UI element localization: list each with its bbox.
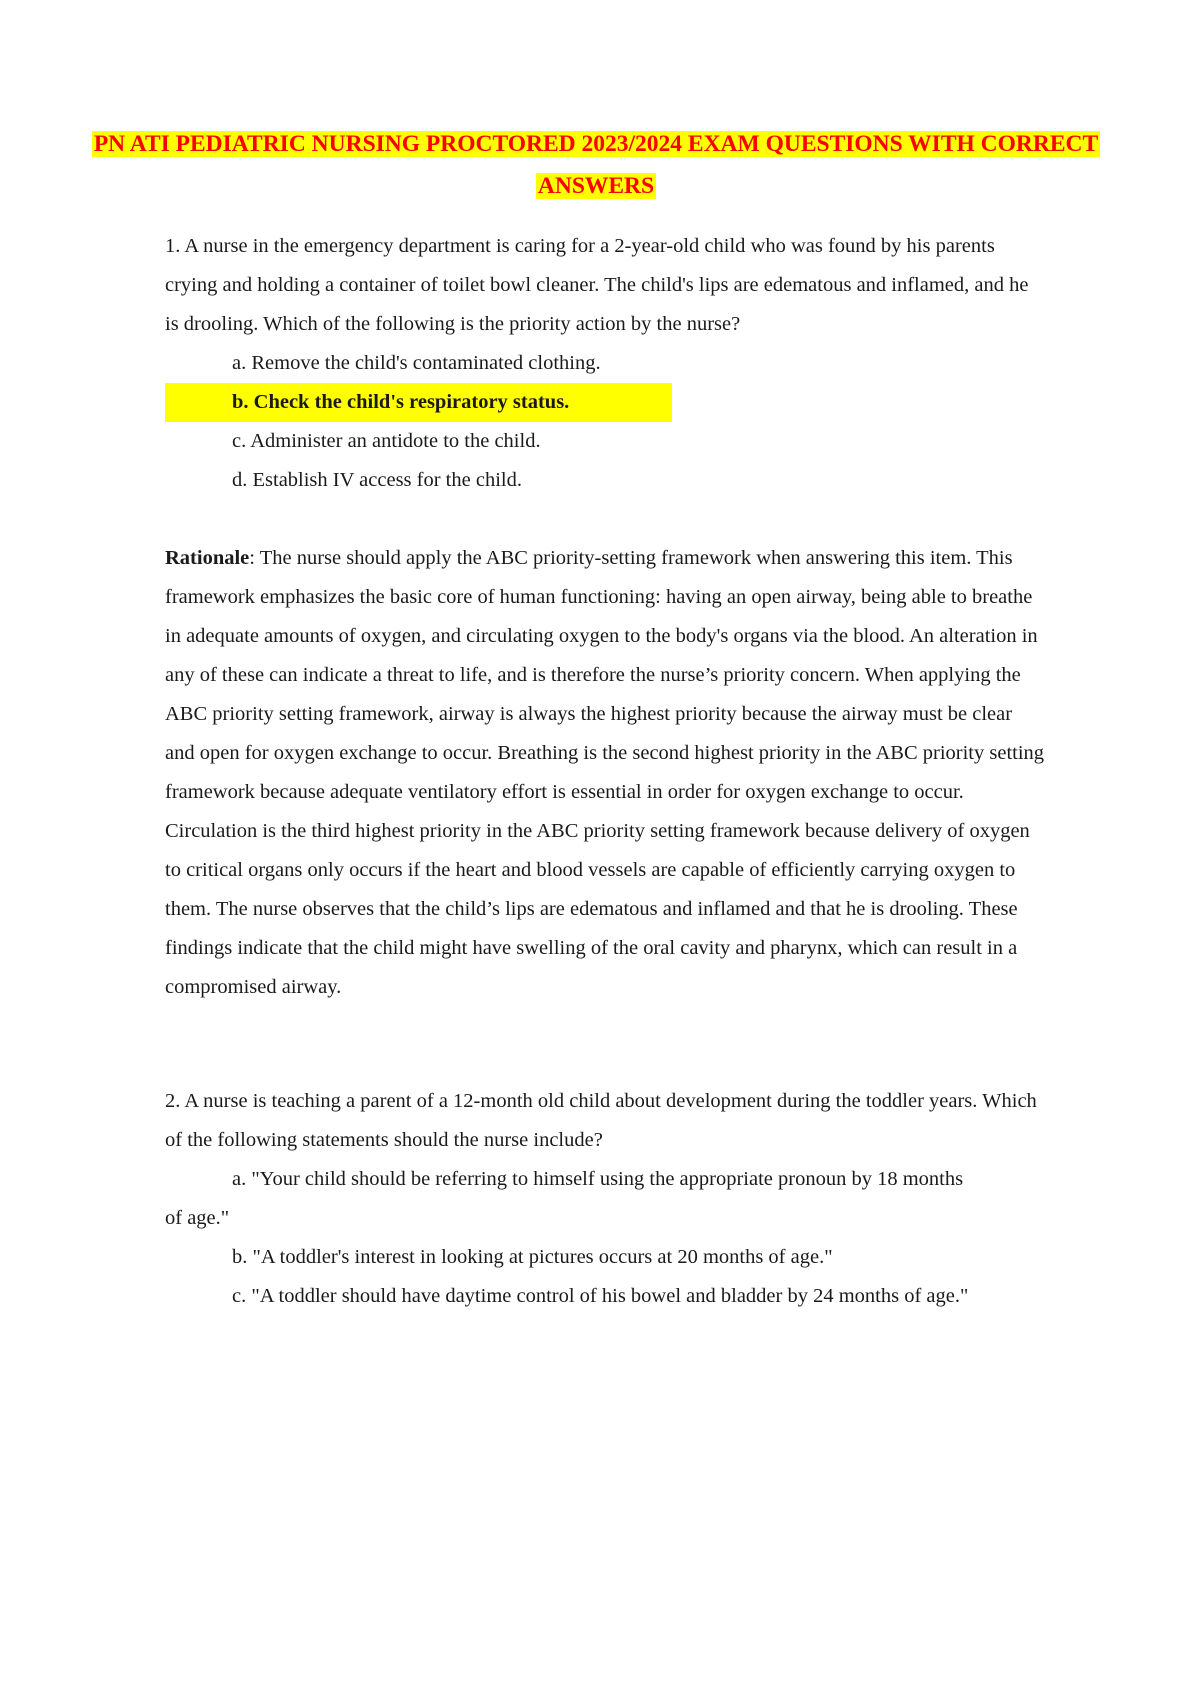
rationale-text: : The nurse should apply the ABC priority-setting framework when answering this item. This framework emphasizes the basic core of human functioning: having an open airway, being able to breathe in adequate amounts of oxygen, and circulating oxygen to the body's organs via the blood. An alteration in any of these can indicate a threat to life, and is therefore the nurse’s priority concern. When applying the ABC priority setting framework, airway is always the highest priority because the airway must be clear and open for oxygen exchange to occur. Breathing is the second highest priority in the ABC priority setting framework because adequate ventilatory effort is essential in order for oxygen exchange to occur. Circulation is the third highest priority in the ABC priority setting framework because delivery of oxygen to critical organs only occurs if the heart and blood vessels are capable of efficiently carrying oxygen to them. The nurse observes that the child’s lips are edematous and inflamed and that he is drooling. These findings indicate that the child might have swelling of the oral cavity and pharynx, which can result in a compromised airway.: [165, 547, 1045, 998]
rationale-label: Rationale: [165, 547, 250, 569]
question-1-stem: 1. A nurse in the emergency department is caring for a 2-year-old child who was found by his parents crying and holding a container of toilet bowl cleaner. The child's lips are edematous and inflamed, and he is drooling. Which of the following is the priority action by the nurse?: [165, 235, 1029, 335]
question-2-option-c: c. "A toddler should have daytime control of his bowel and bladder by 24 months of age.": [232, 1285, 969, 1307]
question-1-rationale: [165, 539, 1045, 1007]
question-2-option-a: [165, 1160, 1045, 1238]
document-title-line1: [60, 124, 1132, 164]
document-title-line2: [60, 166, 1132, 206]
question-1-option-b-correct: b. Check the child's respiratory status.: [165, 383, 672, 422]
question-1-option-a: a. Remove the child's contaminated clothing.: [232, 352, 601, 374]
question-1-options: [165, 344, 1045, 500]
question-2-option-a-line2: of age.": [165, 1207, 230, 1229]
title-highlight: ANSWERS: [537, 173, 655, 199]
question-1-option-c: c. Administer an antidote to the child.: [232, 430, 541, 452]
question-1-option-d: d. Establish IV access for the child.: [232, 469, 522, 491]
question-2-option-b: b. "A toddler's interest in looking at pictures occurs at 20 months of age.": [232, 1246, 833, 1268]
question-2-stem: 2. A nurse is teaching a parent of a 12-month old child about development during the toddler years. Which of the following statements should the nurse include?: [165, 1090, 1037, 1151]
question-2-option-a-line1: a. "Your child should be referring to himself using the appropriate pronoun by 18 months: [232, 1168, 964, 1190]
title-highlight: PN ATI PEDIATRIC NURSING PROCTORED 2023/2024 EXAM QUESTIONS WITH CORRECT: [93, 131, 1099, 157]
question-2: [165, 1082, 1045, 1316]
